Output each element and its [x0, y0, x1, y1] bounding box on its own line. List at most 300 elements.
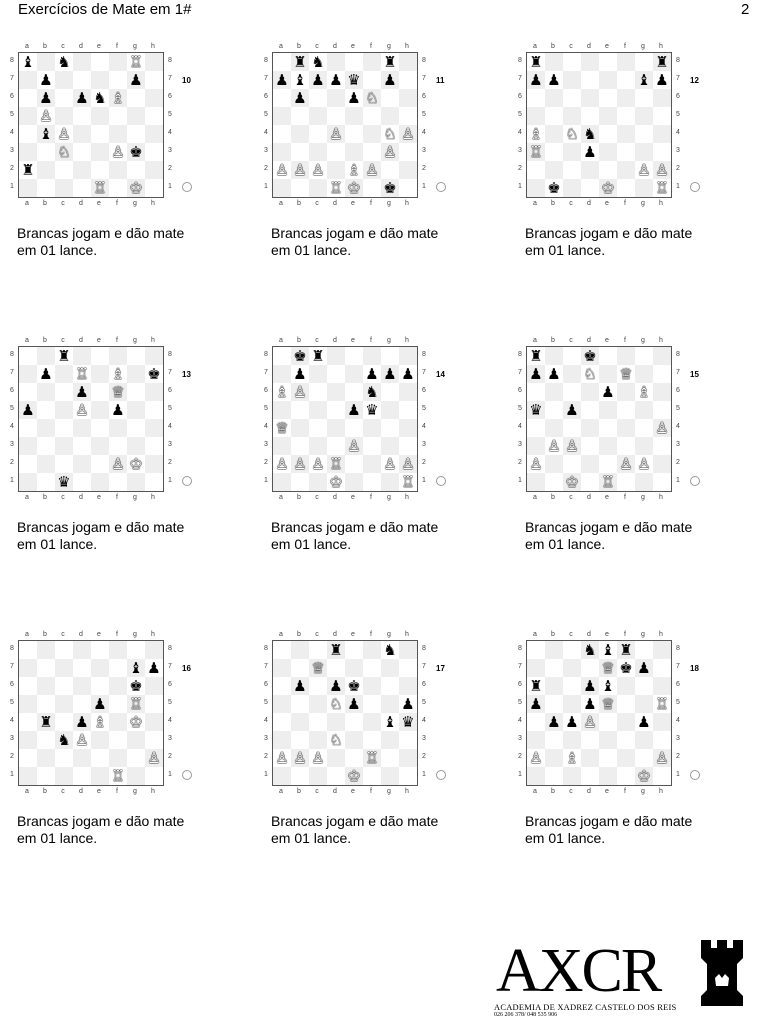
board-square	[399, 179, 417, 197]
board-square	[309, 677, 327, 695]
board-square	[309, 767, 327, 785]
board-square	[109, 179, 127, 197]
board-square	[635, 419, 653, 437]
file-label: e	[97, 43, 101, 50]
board-square	[55, 89, 73, 107]
file-label: d	[587, 43, 591, 50]
rank-label: 2	[676, 459, 680, 466]
rank-label: 5	[422, 405, 426, 412]
board-square	[309, 641, 327, 659]
exercise-caption	[525, 813, 755, 847]
caption-line-1: Brancas jogam e dão mate	[271, 225, 439, 241]
board-square	[309, 695, 327, 713]
rank-label: 7	[518, 663, 522, 670]
rank-label: 3	[168, 735, 172, 742]
caption-line-2: em 01 lance.	[17, 536, 98, 552]
rank-label: 5	[10, 699, 14, 706]
board-square	[527, 713, 545, 731]
board-square	[127, 107, 145, 125]
rank-label: 2	[10, 459, 14, 466]
board-square	[291, 731, 309, 749]
black-pawn-icon: ♟	[73, 89, 91, 107]
board-square	[635, 179, 653, 197]
file-label: c	[315, 631, 319, 638]
board-square	[37, 347, 55, 365]
rank-label: 1	[676, 183, 680, 190]
exercise-caption	[271, 813, 501, 847]
board-square	[599, 419, 617, 437]
board-square	[581, 419, 599, 437]
white-queen-icon: ♕	[599, 659, 617, 677]
board-square	[363, 473, 381, 491]
file-label: a	[279, 788, 283, 795]
black-pawn-icon: ♟	[581, 677, 599, 695]
board-square	[37, 161, 55, 179]
board-square	[109, 437, 127, 455]
board-square	[91, 53, 109, 71]
board-square	[37, 437, 55, 455]
rank-label: 3	[168, 147, 172, 154]
white-pawn-icon: ♙	[653, 161, 671, 179]
board-square	[599, 749, 617, 767]
board-square	[617, 179, 635, 197]
board-square	[545, 383, 563, 401]
white-pawn-icon: ♙	[327, 125, 345, 143]
file-label: g	[133, 337, 137, 344]
rank-label: 6	[168, 387, 172, 394]
board-square	[617, 53, 635, 71]
rank-labels	[516, 640, 524, 784]
white-queen-icon: ♕	[617, 365, 635, 383]
board-square	[617, 401, 635, 419]
black-rook-icon: ♜	[617, 641, 635, 659]
rank-label: 6	[168, 681, 172, 688]
board-square	[145, 713, 163, 731]
file-label: f	[370, 631, 372, 638]
file-labels	[526, 631, 670, 638]
board-square	[145, 71, 163, 89]
rank-label: 6	[676, 93, 680, 100]
board-square	[653, 659, 671, 677]
board-square	[363, 143, 381, 161]
board-square	[653, 143, 671, 161]
black-pawn-icon: ♟	[73, 383, 91, 401]
board-square	[55, 71, 73, 89]
board-square	[19, 419, 37, 437]
file-label: f	[370, 200, 372, 207]
black-rook-icon: ♜	[527, 677, 545, 695]
white-pawn-icon: ♙	[55, 125, 73, 143]
board-square	[617, 713, 635, 731]
board-square	[363, 53, 381, 71]
file-label: d	[79, 200, 83, 207]
academy-logo	[492, 936, 752, 1022]
rank-label: 1	[518, 771, 522, 778]
board-square	[599, 401, 617, 419]
rank-label: 6	[422, 93, 426, 100]
board-square	[563, 365, 581, 383]
rank-label: 4	[10, 423, 14, 430]
white-pawn-icon: ♙	[527, 749, 545, 767]
rank-labels	[8, 346, 16, 490]
board-square	[381, 437, 399, 455]
file-label: b	[43, 43, 47, 50]
board-square	[91, 473, 109, 491]
black-rook-icon: ♜	[327, 641, 345, 659]
board-square	[145, 641, 163, 659]
file-label: c	[569, 200, 573, 207]
board-square	[563, 179, 581, 197]
rank-label: 4	[518, 717, 522, 724]
board-square	[73, 179, 91, 197]
board-square	[273, 767, 291, 785]
board-square	[635, 347, 653, 365]
board-square	[145, 401, 163, 419]
board-square	[381, 161, 399, 179]
board-square	[145, 179, 163, 197]
file-label: f	[624, 631, 626, 638]
file-label: d	[333, 43, 337, 50]
logo-academy-name: ACADEMIA DE XADREZ CASTELO DOS REIS	[494, 1002, 677, 1012]
board-square	[363, 125, 381, 143]
board-square	[381, 401, 399, 419]
black-knight-icon: ♞	[363, 383, 381, 401]
file-label: b	[43, 788, 47, 795]
rank-label: 2	[10, 165, 14, 172]
rank-label: 6	[676, 681, 680, 688]
exercise-caption	[525, 225, 755, 259]
black-pawn-icon: ♟	[327, 677, 345, 695]
board-square	[599, 731, 617, 749]
file-label: e	[351, 494, 355, 501]
file-label: c	[315, 43, 319, 50]
white-pawn-icon: ♙	[581, 713, 599, 731]
board-square	[635, 125, 653, 143]
caption-line-1: Brancas jogam e dão mate	[271, 519, 439, 535]
board-square	[19, 179, 37, 197]
white-king-icon: ♔	[345, 767, 363, 785]
file-labels	[272, 43, 416, 50]
file-label: h	[151, 43, 155, 50]
file-label: f	[624, 494, 626, 501]
rank-label: 2	[676, 753, 680, 760]
rank-label: 5	[264, 699, 268, 706]
file-label: h	[405, 200, 409, 207]
exercise-caption	[17, 225, 247, 259]
board-square	[273, 473, 291, 491]
board-square	[653, 347, 671, 365]
white-pawn-icon: ♙	[73, 731, 91, 749]
rank-label: 1	[518, 477, 522, 484]
white-knight-icon: ♘	[581, 365, 599, 383]
board-square	[273, 365, 291, 383]
black-king-icon: ♚	[127, 143, 145, 161]
rank-labels	[166, 640, 174, 784]
black-rook-icon: ♜	[19, 161, 37, 179]
board-square	[291, 125, 309, 143]
board-square	[273, 677, 291, 695]
board-square	[363, 437, 381, 455]
board-square	[91, 749, 109, 767]
board-square	[19, 695, 37, 713]
caption-line-2: em 01 lance.	[271, 536, 352, 552]
board-square	[145, 473, 163, 491]
board-square	[345, 455, 363, 473]
white-knight-icon: ♘	[55, 143, 73, 161]
rank-label: 7	[168, 369, 172, 376]
file-label: d	[79, 494, 83, 501]
black-king-icon: ♚	[581, 347, 599, 365]
rank-label: 2	[264, 459, 268, 466]
file-label: b	[297, 788, 301, 795]
board-square	[19, 365, 37, 383]
file-label: b	[551, 337, 555, 344]
board-square	[581, 107, 599, 125]
board-square	[399, 143, 417, 161]
board-square	[91, 731, 109, 749]
black-rook-icon: ♜	[291, 53, 309, 71]
white-knight-icon: ♘	[363, 89, 381, 107]
rank-label: 8	[168, 351, 172, 358]
file-label: c	[569, 631, 573, 638]
rank-label: 2	[518, 753, 522, 760]
caption-line-2: em 01 lance.	[17, 830, 98, 846]
board-square	[381, 107, 399, 125]
board-square	[55, 677, 73, 695]
rank-label: 3	[518, 147, 522, 154]
board-square	[55, 659, 73, 677]
rank-label: 8	[10, 351, 14, 358]
board-square	[291, 659, 309, 677]
white-rook-icon: ♖	[363, 749, 381, 767]
board-square	[617, 437, 635, 455]
white-to-move-circle-icon	[690, 770, 700, 780]
board-square	[37, 53, 55, 71]
board-square	[309, 731, 327, 749]
board-square	[653, 713, 671, 731]
rank-label: 1	[168, 183, 172, 190]
board-square	[309, 143, 327, 161]
file-label: g	[133, 788, 137, 795]
black-pawn-icon: ♟	[291, 89, 309, 107]
file-labels	[18, 631, 162, 638]
board-square	[545, 347, 563, 365]
board-square	[381, 419, 399, 437]
board-square	[309, 473, 327, 491]
file-label: h	[151, 788, 155, 795]
rank-label: 1	[264, 477, 268, 484]
board-square	[527, 437, 545, 455]
board-square	[109, 659, 127, 677]
rank-labels	[516, 346, 524, 490]
white-knight-icon: ♘	[327, 695, 345, 713]
file-label: e	[97, 200, 101, 207]
board-square	[345, 473, 363, 491]
white-pawn-icon: ♙	[291, 749, 309, 767]
file-label: d	[587, 200, 591, 207]
rank-label: 8	[676, 351, 680, 358]
board-square	[91, 767, 109, 785]
white-pawn-icon: ♙	[273, 455, 291, 473]
rank-label: 8	[10, 57, 14, 64]
file-label: b	[43, 494, 47, 501]
file-label: h	[659, 494, 663, 501]
board-square	[399, 383, 417, 401]
board-square	[91, 401, 109, 419]
rank-label: 5	[168, 699, 172, 706]
black-pawn-icon: ♟	[599, 383, 617, 401]
rank-label: 4	[10, 717, 14, 724]
board-square	[399, 641, 417, 659]
white-pawn-icon: ♙	[309, 161, 327, 179]
rank-labels	[674, 640, 682, 784]
file-labels	[526, 43, 670, 50]
file-label: d	[79, 337, 83, 344]
rank-label: 4	[676, 129, 680, 136]
board-square	[399, 71, 417, 89]
board-square	[327, 53, 345, 71]
board-square	[91, 437, 109, 455]
file-label: e	[97, 788, 101, 795]
white-rook-icon: ♖	[599, 473, 617, 491]
file-label: a	[533, 337, 537, 344]
rank-label: 2	[264, 165, 268, 172]
rank-labels	[8, 640, 16, 784]
black-king-icon: ♚	[127, 677, 145, 695]
white-pawn-icon: ♙	[109, 455, 127, 473]
board-square	[91, 455, 109, 473]
board-square	[327, 89, 345, 107]
chess-diagram	[260, 334, 460, 504]
file-label: e	[351, 788, 355, 795]
board-square	[273, 731, 291, 749]
rank-label: 3	[264, 441, 268, 448]
white-queen-icon: ♕	[273, 419, 291, 437]
board-square	[399, 419, 417, 437]
white-to-move-circle-icon	[436, 476, 446, 486]
rank-label: 8	[168, 645, 172, 652]
rank-label: 5	[518, 405, 522, 412]
file-label: e	[605, 788, 609, 795]
board-square	[617, 731, 635, 749]
black-pawn-icon: ♟	[345, 89, 363, 107]
chess-board	[18, 640, 164, 786]
board-square	[563, 695, 581, 713]
rank-label: 6	[518, 681, 522, 688]
board-square	[653, 365, 671, 383]
board-square	[291, 401, 309, 419]
black-king-icon: ♚	[545, 179, 563, 197]
file-label: g	[133, 43, 137, 50]
board-square	[617, 107, 635, 125]
black-queen-icon: ♛	[399, 713, 417, 731]
rank-label: 6	[518, 93, 522, 100]
board-square	[145, 383, 163, 401]
board-square	[563, 161, 581, 179]
rank-label: 7	[168, 75, 172, 82]
board-square	[363, 179, 381, 197]
board-square	[109, 641, 127, 659]
file-label: b	[297, 494, 301, 501]
rank-label: 1	[168, 477, 172, 484]
white-pawn-icon: ♙	[273, 749, 291, 767]
rank-label: 3	[422, 441, 426, 448]
file-label: a	[533, 788, 537, 795]
white-bishop-icon: ♗	[563, 749, 581, 767]
board-square	[363, 107, 381, 125]
file-labels	[272, 337, 416, 344]
board-square	[55, 641, 73, 659]
board-square	[309, 383, 327, 401]
board-square	[55, 107, 73, 125]
rank-label: 2	[168, 459, 172, 466]
rank-label: 7	[422, 663, 426, 670]
board-square	[363, 695, 381, 713]
board-square	[73, 419, 91, 437]
board-square	[527, 641, 545, 659]
rank-label: 3	[10, 147, 14, 154]
rank-label: 1	[168, 771, 172, 778]
board-square	[363, 641, 381, 659]
board-square	[545, 107, 563, 125]
white-pawn-icon: ♙	[563, 437, 581, 455]
board-square	[55, 749, 73, 767]
file-label: b	[297, 200, 301, 207]
rank-label: 8	[168, 57, 172, 64]
white-queen-icon: ♕	[599, 695, 617, 713]
file-label: f	[370, 788, 372, 795]
black-rook-icon: ♜	[37, 713, 55, 731]
board-square	[309, 365, 327, 383]
board-square	[617, 347, 635, 365]
rank-label: 6	[676, 387, 680, 394]
rank-label: 4	[518, 423, 522, 430]
board-square	[145, 53, 163, 71]
black-rook-icon: ♜	[527, 53, 545, 71]
rank-label: 7	[422, 75, 426, 82]
board-square	[545, 749, 563, 767]
rank-label: 5	[264, 111, 268, 118]
file-labels	[272, 200, 416, 207]
chess-rook-icon	[697, 938, 747, 1008]
chess-board	[272, 640, 418, 786]
board-square	[563, 455, 581, 473]
board-square	[545, 641, 563, 659]
rank-label: 4	[168, 717, 172, 724]
board-square	[145, 107, 163, 125]
board-square	[363, 455, 381, 473]
file-labels	[526, 788, 670, 795]
rank-label: 2	[10, 753, 14, 760]
white-rook-icon: ♖	[327, 179, 345, 197]
caption-line-2: em 01 lance.	[525, 830, 606, 846]
white-pawn-icon: ♙	[653, 419, 671, 437]
white-rook-icon: ♖	[399, 473, 417, 491]
board-square	[545, 455, 563, 473]
caption-line-1: Brancas jogam e dão mate	[525, 225, 693, 241]
board-square	[599, 107, 617, 125]
exercise-number: 14	[436, 370, 445, 379]
rank-label: 6	[422, 681, 426, 688]
black-pawn-icon: ♟	[581, 695, 599, 713]
board-square	[345, 347, 363, 365]
board-square	[599, 125, 617, 143]
file-label: h	[151, 631, 155, 638]
black-pawn-icon: ♟	[563, 713, 581, 731]
board-square	[91, 143, 109, 161]
board-square	[381, 659, 399, 677]
board-square	[109, 71, 127, 89]
